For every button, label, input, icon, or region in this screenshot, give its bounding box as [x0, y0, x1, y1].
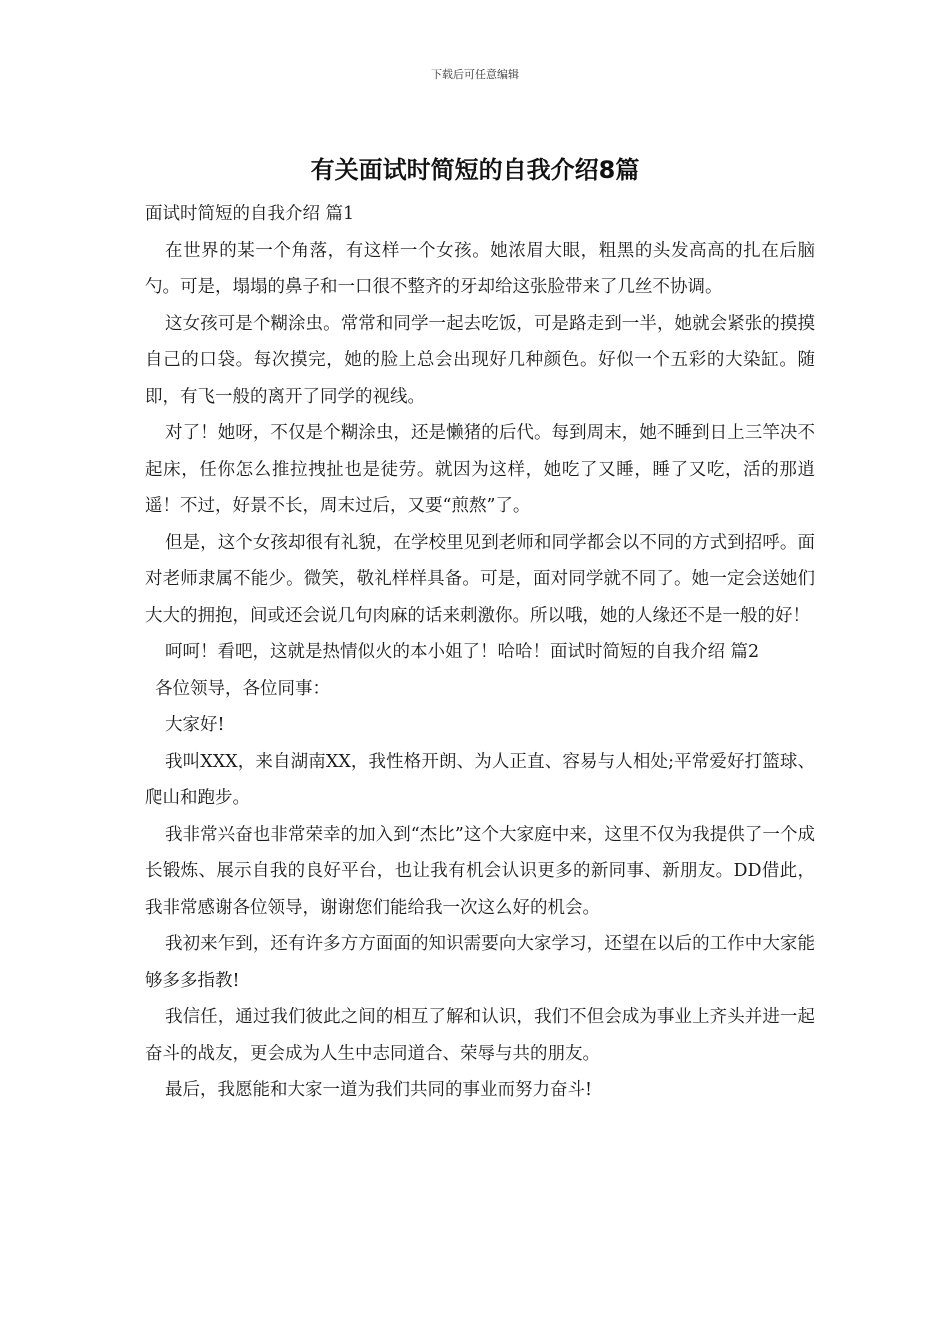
paragraph: 我叫XXX，来自湖南XX，我性格开朗、为人正直、容易与人相处;平常爱好打篮球、爬山和跑步。: [145, 751, 815, 808]
document-body: [145, 196, 815, 1109]
section-heading: 面试时简短的自我介绍 篇1: [145, 204, 355, 224]
paragraph: 我初来乍到，还有许多方方面面的知识需要向大家学习，还望在以后的工作中大家能够多多指教!: [145, 934, 815, 991]
salutation: 各位领导，各位同事：: [155, 678, 330, 699]
paragraph: 我非常兴奋也非常荣幸的加入到“杰比”这个大家庭中来，这里不仅为我提供了一个成长锻炼、展示自我的良好平台，也让我有机会认识更多的新同事、新朋友。DD借此，我非常感谢各位领导，谢谢您们能给我一次这么好的机会。: [145, 824, 815, 918]
paragraph: 我信任，通过我们彼此之间的相互了解和认识，我们不但会成为事业上齐头并进一起奋斗的战友，更会成为人生中志同道合、荣辱与共的朋友。: [145, 1007, 815, 1064]
paragraph: 在世界的某一个角落，有这样一个女孩。她浓眉大眼，粗黑的头发高高的扎在后脑勺。可是，塌塌的鼻子和一口很不整齐的牙却给这张脸带来了几丝不协调。: [145, 240, 815, 297]
paragraph: 呵呵！看吧，这就是热情似火的本小姐了！哈哈！面试时简短的自我介绍 篇2: [165, 642, 760, 662]
paragraph: 对了！她呀，不仅是个糊涂虫，还是懒猪的后代。每到周末，她不睡到日上三竿决不起床，任你怎么推拉拽扯也是徒劳。就因为这样，她吃了又睡，睡了又吃，活的那逍遥！不过，好景不长，周末过后，又要“煎熬”了。: [145, 423, 815, 516]
paragraph: 这女孩可是个糊涂虫。常常和同学一起去吃饭，可是路走到一半，她就会紧张的摸摸自己的口袋。每次摸完，她的脸上总会出现好几种颜色。好似一个五彩的大染缸。随即，有飞一般的离开了同学的视线。: [145, 313, 815, 407]
paragraph: 大家好!: [165, 715, 225, 735]
paragraph: 但是，这个女孩却很有礼貌，在学校里见到老师和同学都会以不同的方式到招呼。面对老师隶属不能少。微笑，敬礼样样具备。可是，面对同学就不同了。她一定会送她们大大的拥抱，间或还会说几句肉麻的话来刺激你。所以哦，她的人缘还不是一般的好！: [145, 532, 815, 626]
document-title: 有关面试时简短的自我介绍8篇: [310, 156, 640, 184]
header-note: 下载后可任意编辑: [431, 68, 519, 81]
paragraph: 最后，我愿能和大家一道为我们共同的事业而努力奋斗!: [165, 1080, 593, 1100]
